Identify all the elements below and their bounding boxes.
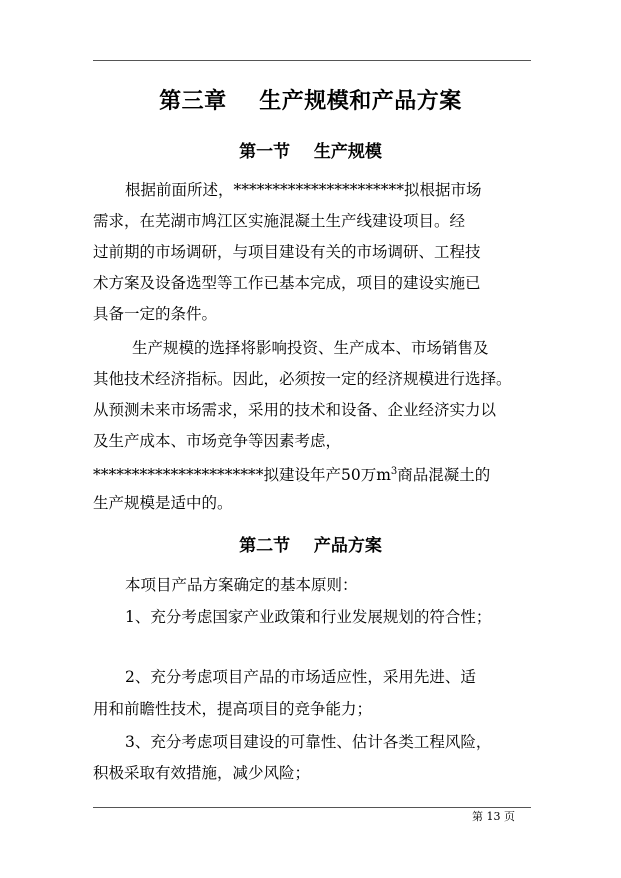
paragraph-line: 过前期的市场调研，与项目建设有关的市场调研、工程技 — [93, 243, 481, 261]
footer-rule — [93, 807, 531, 808]
paragraph-line: 根据前面所述，**********************拟根据市场 — [125, 181, 482, 199]
page-number: 第 13 页 — [472, 810, 515, 823]
principle-3-line: 积极采取有效措施，减少风险； — [93, 764, 311, 782]
section-title-1: 第一节 生产规模 — [239, 142, 382, 162]
paragraph-line-capacity — [93, 461, 490, 486]
paragraph-line: 本项目产品方案确定的基本原则： — [125, 576, 358, 594]
header-rule — [93, 60, 531, 61]
paragraph-line: 需求，在芜湖市鸠江区实施混凝土生产线建设项目。经 — [93, 212, 466, 230]
paragraph-line: 其他技术经济指标。因此，必须按一定的经济规模进行选择。 — [93, 370, 512, 388]
chapter-title: 第三章 生产规模和产品方案 — [159, 88, 462, 114]
paragraph-line: 及生产成本、市场竞争等因素考虑， — [93, 432, 342, 450]
superscript-3: 3 — [390, 466, 398, 477]
paragraph-line: 从预测未来市场需求，采用的技术和设备、企业经济实力以 — [93, 401, 497, 419]
principle-2-line: 2、充分考虑项目产品的市场适应性，采用先进、适 — [125, 668, 476, 686]
paragraph-line: 具备一定的条件。 — [93, 305, 218, 323]
paragraph-line: 生产规模的选择将影响投资、生产成本、市场销售及 — [132, 339, 489, 357]
principle-2-line: 用和前瞻性技术，提高项目的竞争能力； — [93, 700, 373, 718]
section-title-2: 第二节 产品方案 — [239, 536, 382, 556]
paragraph-line: 术方案及设备选型等工作已基本完成，项目的建设实施已 — [93, 274, 481, 292]
principle-3-line: 3、充分考虑项目建设的可靠性、估计各类工程风险， — [125, 733, 492, 751]
capacity-text-prefix: **********************拟建设年产50万m — [93, 466, 391, 485]
capacity-text-suffix: 商品混凝土的 — [397, 466, 491, 485]
paragraph-line: 生产规模是适中的。 — [93, 494, 233, 512]
principle-1: 1、充分考虑国家产业政策和行业发展规划的符合性； — [125, 608, 492, 626]
